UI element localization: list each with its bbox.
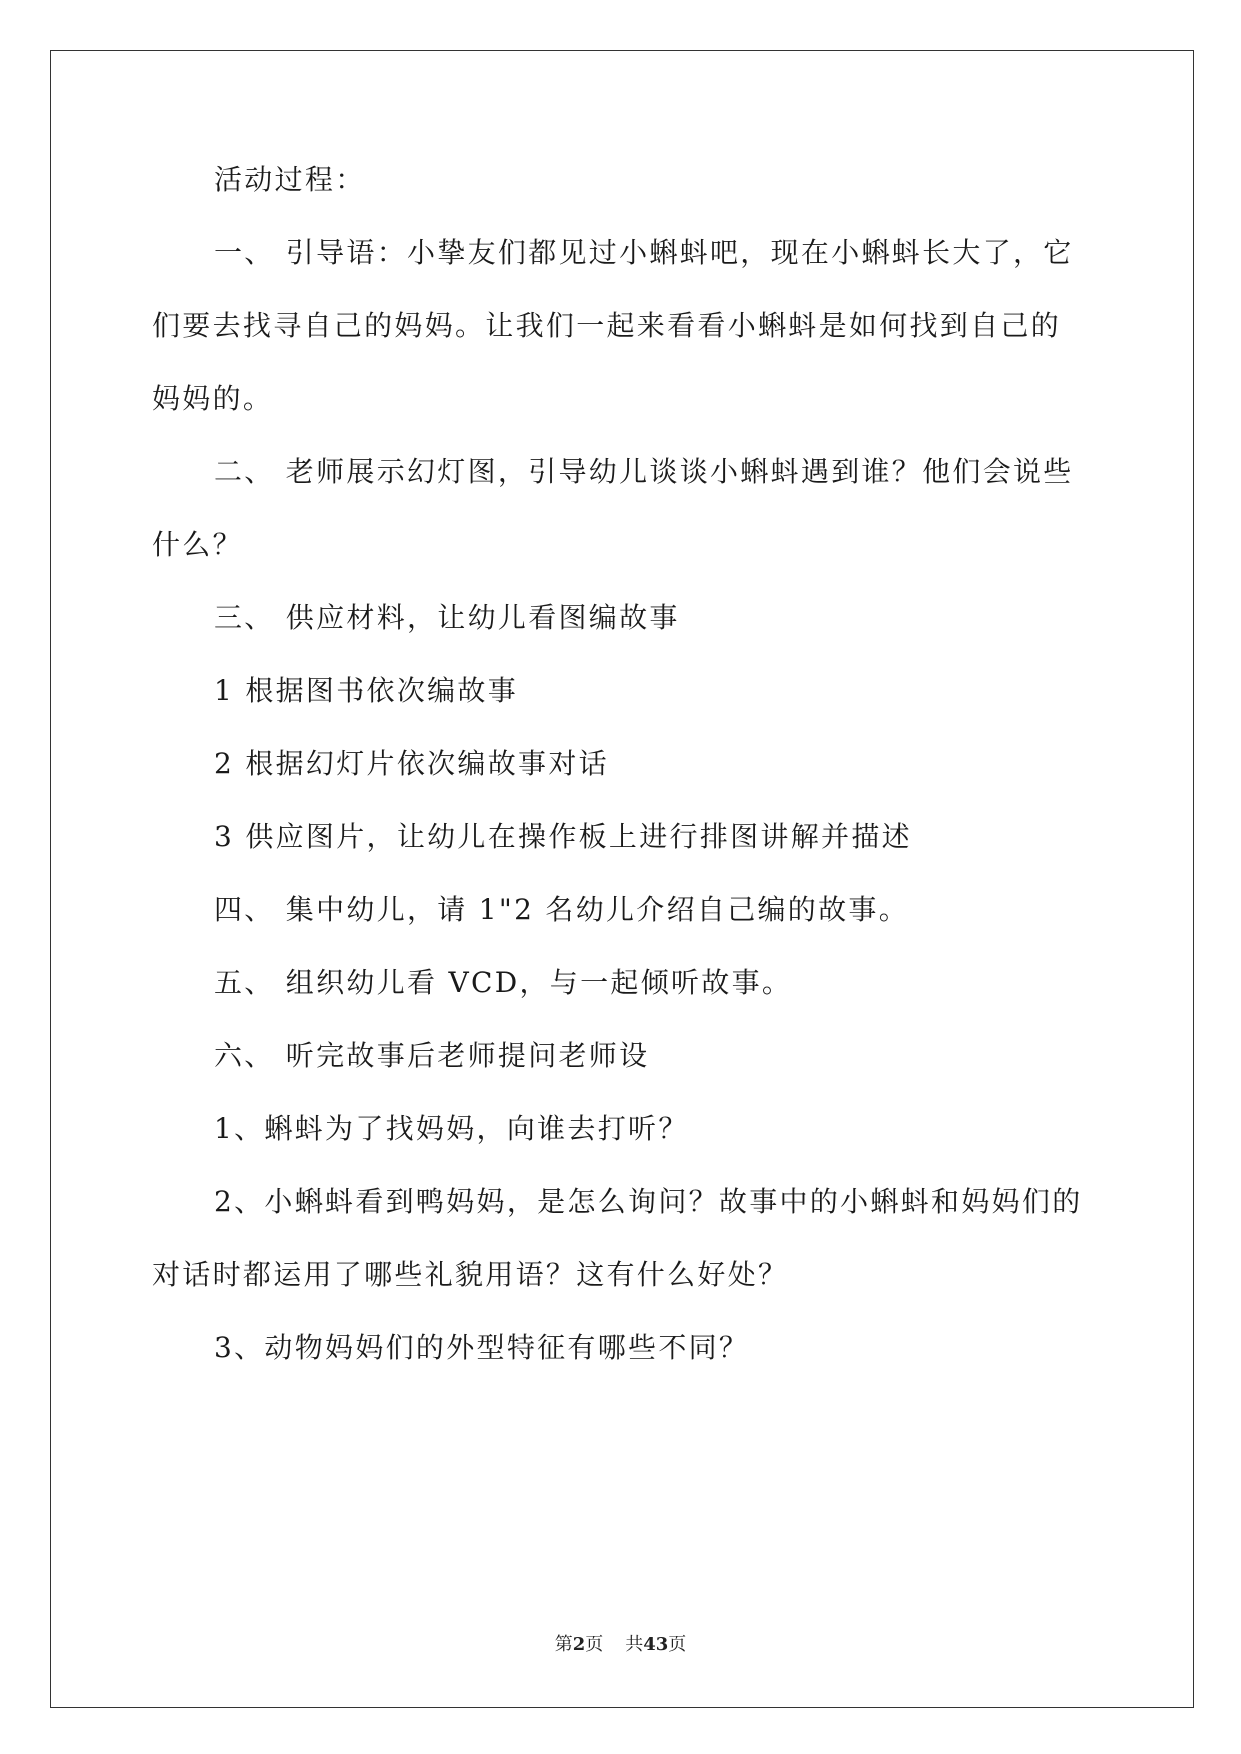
paragraph-line: 对话时都运用了哪些礼貌用语？这有什么好处？ xyxy=(152,1258,789,1291)
paragraph-line: 们要去找寻自己的妈妈。让我们一起来看看小蝌蚪是如何找到自己的 xyxy=(152,309,1062,342)
paragraph-line: 妈妈的。 xyxy=(152,382,274,415)
paragraph-line: 2 根据幻灯片依次编故事对话 xyxy=(214,747,609,780)
paragraph-line: 3 供应图片，让幼儿在操作板上进行排图讲解并描述 xyxy=(214,820,912,853)
paragraph-line: 1 根据图书依次编故事 xyxy=(214,674,519,707)
page-footer xyxy=(0,1633,1241,1657)
section-heading: 活动过程： xyxy=(214,163,366,196)
paragraph-line: 什么？ xyxy=(152,528,243,561)
page-number: 2 xyxy=(572,1634,586,1655)
total-suffix: 页 xyxy=(668,1634,687,1655)
paragraph-line: 六、 听完故事后老师提问老师设 xyxy=(214,1039,650,1072)
page-suffix: 页 xyxy=(585,1634,604,1655)
total-prefix: 共 xyxy=(625,1634,644,1655)
paragraph-line: 四、 集中幼儿，请 1"2 名幼儿介绍自己编的故事。 xyxy=(214,893,910,926)
total-pages: 43 xyxy=(643,1634,669,1655)
paragraph-line: 3、动物妈妈们的外型特征有哪些不同？ xyxy=(214,1331,750,1364)
paragraph-line: 一、 引导语：小挚友们都见过小蝌蚪吧，现在小蝌蚪长大了，它 xyxy=(214,236,1074,269)
page-border xyxy=(50,50,1194,1708)
paragraph-line: 二、 老师展示幻灯图，引导幼儿谈谈小蝌蚪遇到谁？他们会说些 xyxy=(214,455,1074,488)
paragraph-line: 2、小蝌蚪看到鸭妈妈，是怎么询问？故事中的小蝌蚪和妈妈们的 xyxy=(214,1185,1083,1218)
paragraph-line: 五、 组织幼儿看 VCD，与一起倾听故事。 xyxy=(214,966,793,999)
paragraph-line: 1、蝌蚪为了找妈妈，向谁去打听？ xyxy=(214,1112,689,1145)
paragraph-line: 三、 供应材料，让幼儿看图编故事 xyxy=(214,601,680,634)
page-prefix: 第 xyxy=(554,1634,573,1655)
